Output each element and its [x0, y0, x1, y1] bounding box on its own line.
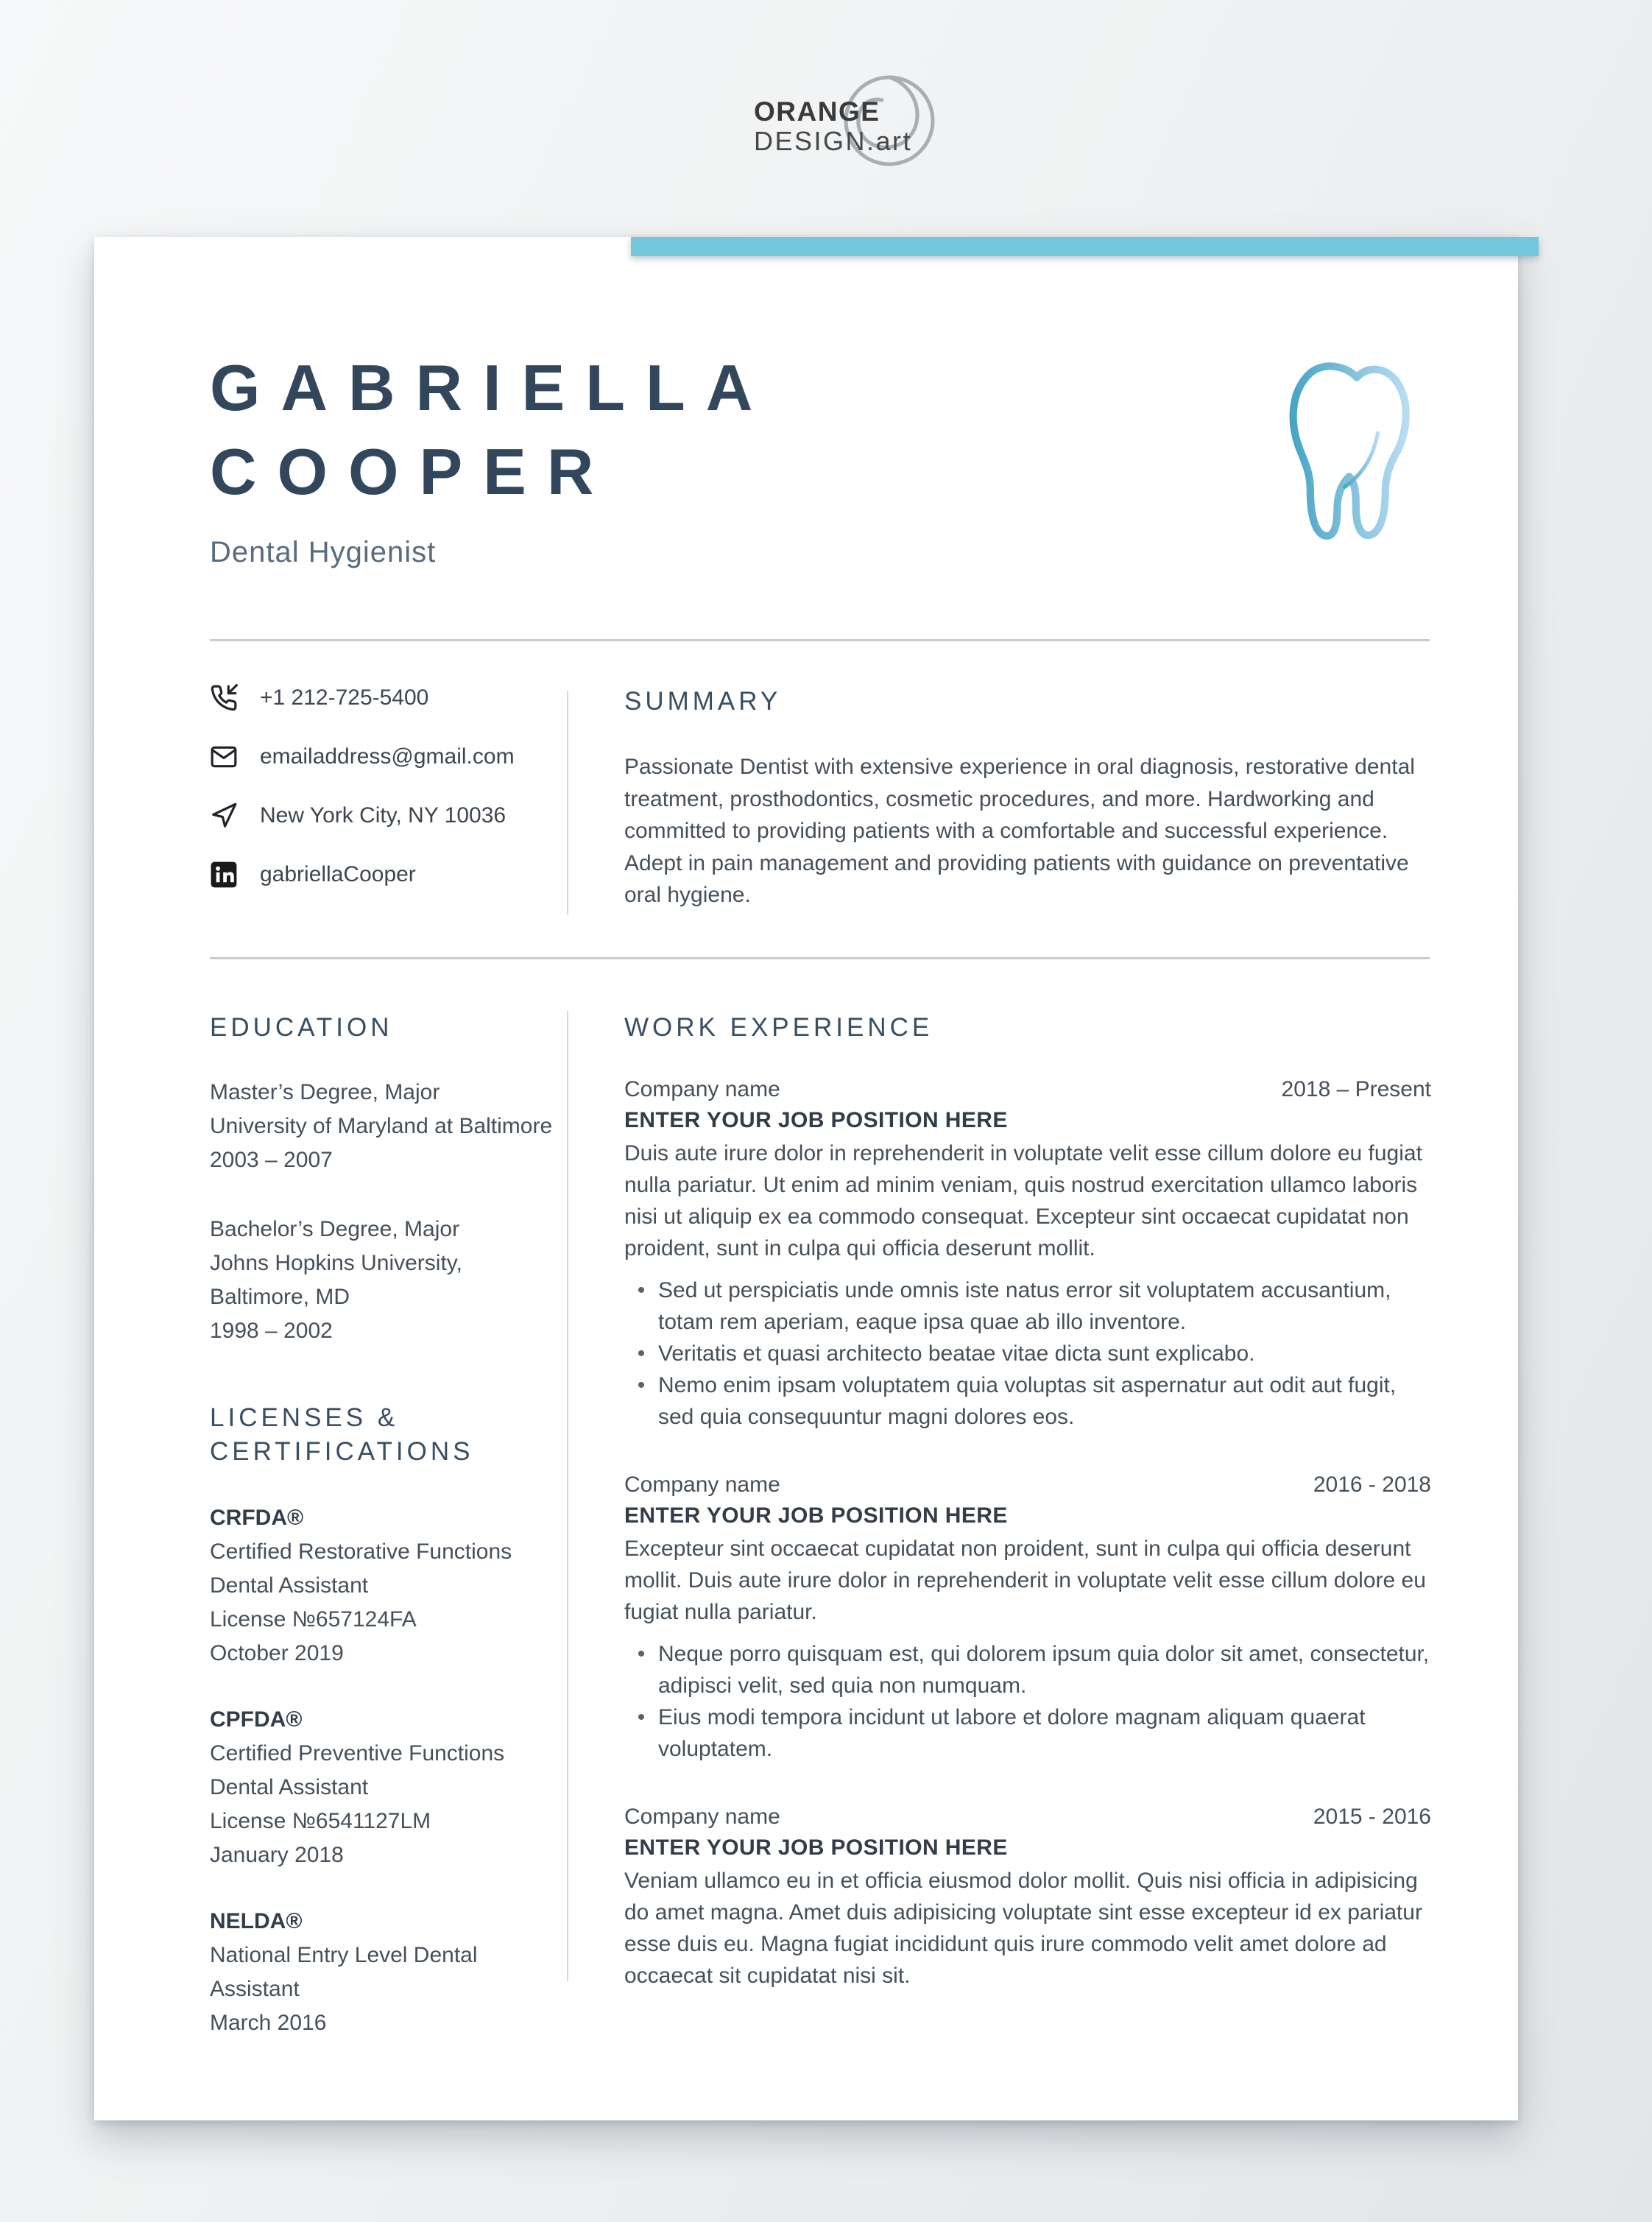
cert-abbr: NELDA®	[210, 1909, 303, 1933]
work-experience-section	[624, 1011, 1431, 1992]
cert-abbr: CRFDA®	[210, 1506, 304, 1530]
left-column	[210, 1011, 560, 2040]
bullet-marker: •	[637, 1278, 646, 1302]
divider-header	[210, 639, 1430, 641]
school: Johns Hopkins University, Baltimore, MD	[210, 1251, 462, 1309]
contact-linkedin	[210, 860, 560, 889]
education-entry	[210, 1213, 560, 1348]
cert-abbr: CPFDA®	[210, 1707, 303, 1732]
cert-date: January 2018	[210, 1843, 344, 1867]
summary-heading: SUMMARY	[624, 687, 782, 716]
cert-name: Certified Preventive Functions Dental Assistant	[210, 1741, 505, 1799]
name-block	[210, 346, 773, 569]
experience-entry	[624, 1077, 1431, 1433]
bullet-marker: •	[637, 1373, 646, 1397]
experience-paragraph: Excepteur sint occaecat cupidatat non proident, sunt in culpa qui officia deserunt mollit. Duis aute irure dolor in reprehenderit in voluptate velit esse cillum dolore eu fugiat nulla pariatur.	[624, 1537, 1426, 1624]
years: 1998 – 2002	[210, 1319, 333, 1343]
school: University of Maryland at Baltimore	[210, 1114, 553, 1138]
phone-incoming-icon	[210, 684, 238, 712]
bullet-list	[624, 1638, 1431, 1765]
job-position: ENTER YOUR JOB POSITION HERE	[624, 1503, 1008, 1528]
bullet-item: • Sed ut perspiciatis unde omnis iste natus error sit voluptatem accusantium, totam rem aperiam, eaque ipsa quae ab illo inventore.	[624, 1274, 1431, 1338]
contact-location	[210, 801, 560, 830]
mail-icon	[210, 743, 238, 771]
summary-text: Passionate Dentist with extensive experience in oral diagnosis, restorative dental treatment, prosthodontics, cosmetic procedures, and more. Hardworking and committed to providing patients with a comfortable and successful experience. Adept in pain management and providing patients with guidance on preventative oral hygiene.	[624, 755, 1415, 907]
cert-license: License №657124FA	[210, 1607, 417, 1632]
watermark-logo	[745, 72, 944, 190]
experience-entry	[624, 1472, 1431, 1765]
linkedin-handle: gabriellaCooper	[260, 862, 416, 886]
degree: Bachelor’s Degree, Major	[210, 1217, 460, 1241]
contact-phone	[210, 683, 560, 713]
bullet-item: • Veritatis et quasi architecto beatae vitae dicta sunt explicabo.	[624, 1338, 1431, 1369]
last-name: COOPER	[210, 435, 615, 508]
divider-summary	[210, 957, 1430, 959]
phone-number: +1 212-725-5400	[260, 685, 429, 710]
date-range: 2016 - 2018	[1313, 1472, 1431, 1497]
location-text: New York City, NY 10036	[260, 803, 506, 828]
bullet-list	[624, 1274, 1431, 1433]
watermark-line2: DESIGN.art	[754, 126, 913, 156]
contact-section	[210, 683, 560, 919]
experience-paragraph: Veniam ullamco eu in et officia eiusmod dolor mollit. Quis nisi officia in adipisicing do amet magna. Amet duis adipisicing voluptate sint esse excepteur id ex pariatur esse duis eu. Magna fugiat incididunt quis irure commodo velit amet dolore ad occaecat sit cupidatat nisi sit.	[624, 1869, 1422, 1988]
tooth-icon	[1278, 349, 1437, 548]
bullet-item: • Nemo enim ipsam voluptatem quia voluptas sit aspernatur aut odit aut fugit, sed quia consequuntur magni dolores eos.	[624, 1369, 1431, 1433]
watermark-text	[754, 97, 912, 156]
email-address: emailaddress@gmail.com	[260, 744, 515, 769]
divider-vertical-top	[567, 691, 568, 915]
first-name: GABRIELLA	[210, 351, 774, 424]
resume-page	[94, 237, 1518, 2120]
cert-name: Certified Restorative Functions Dental Assistant	[210, 1539, 512, 1598]
work-experience-heading: WORK EXPERIENCE	[624, 1013, 933, 1042]
linkedin-icon	[210, 861, 238, 889]
company-name: Company name	[624, 1077, 780, 1101]
cert-date: October 2019	[210, 1641, 344, 1665]
cert-name: National Entry Level Dental Assistant	[210, 1943, 478, 2001]
job-title: Dental Hygienist	[210, 536, 437, 568]
degree: Master’s Degree, Major	[210, 1080, 440, 1104]
education-heading: EDUCATION	[210, 1013, 393, 1042]
bullet-marker: •	[637, 1341, 646, 1366]
education-entry	[210, 1076, 560, 1177]
navigation-arrow-icon	[210, 802, 238, 830]
bullet-item: • Neque porro quisquam est, qui dolorem ipsum quia dolor sit amet, consectetur, adipisci velit, sed quia non numquam.	[624, 1638, 1431, 1701]
certification-entry	[210, 1703, 560, 1872]
date-range: 2018 – Present	[1281, 1077, 1431, 1101]
date-range: 2015 - 2016	[1313, 1805, 1431, 1829]
certification-entry	[210, 1905, 560, 2040]
licenses-heading: LICENSES & CERTIFICATIONS	[210, 1403, 474, 1466]
bullet-marker: •	[637, 1642, 646, 1666]
bullet-item: • Eius modi tempora incidunt ut labore et dolore magnam aliquam quaerat voluptatem.	[624, 1701, 1431, 1765]
cert-date: March 2016	[210, 2011, 327, 2035]
experience-header	[624, 1472, 1431, 1498]
certification-entry	[210, 1501, 560, 1671]
divider-vertical-bottom	[567, 1011, 568, 1981]
job-position: ENTER YOUR JOB POSITION HERE	[624, 1835, 1008, 1860]
experience-paragraph: Duis aute irure dolor in reprehenderit in voluptate velit esse cillum dolore eu fugiat nulla pariatur. Ut enim ad minim veniam, quis nostrud exercitation ullamco laboris nisi ut aliquip ex ea commodo consequat. Excepteur sint occaecat cupidatat non proident, sunt in culpa qui officia deserunt mollit.	[624, 1141, 1422, 1260]
years: 2003 – 2007	[210, 1148, 333, 1172]
company-name: Company name	[624, 1805, 780, 1829]
experience-header	[624, 1077, 1431, 1102]
summary-section	[624, 685, 1431, 911]
accent-bar	[631, 237, 1539, 256]
watermark-line1: ORANGE	[754, 96, 880, 127]
contact-email	[210, 742, 560, 772]
bullet-marker: •	[637, 1705, 646, 1729]
experience-header	[624, 1805, 1431, 1830]
experience-entry	[624, 1805, 1431, 1992]
company-name: Company name	[624, 1472, 780, 1497]
cert-license: License №6541127LM	[210, 1809, 431, 1833]
job-position: ENTER YOUR JOB POSITION HERE	[624, 1108, 1008, 1132]
